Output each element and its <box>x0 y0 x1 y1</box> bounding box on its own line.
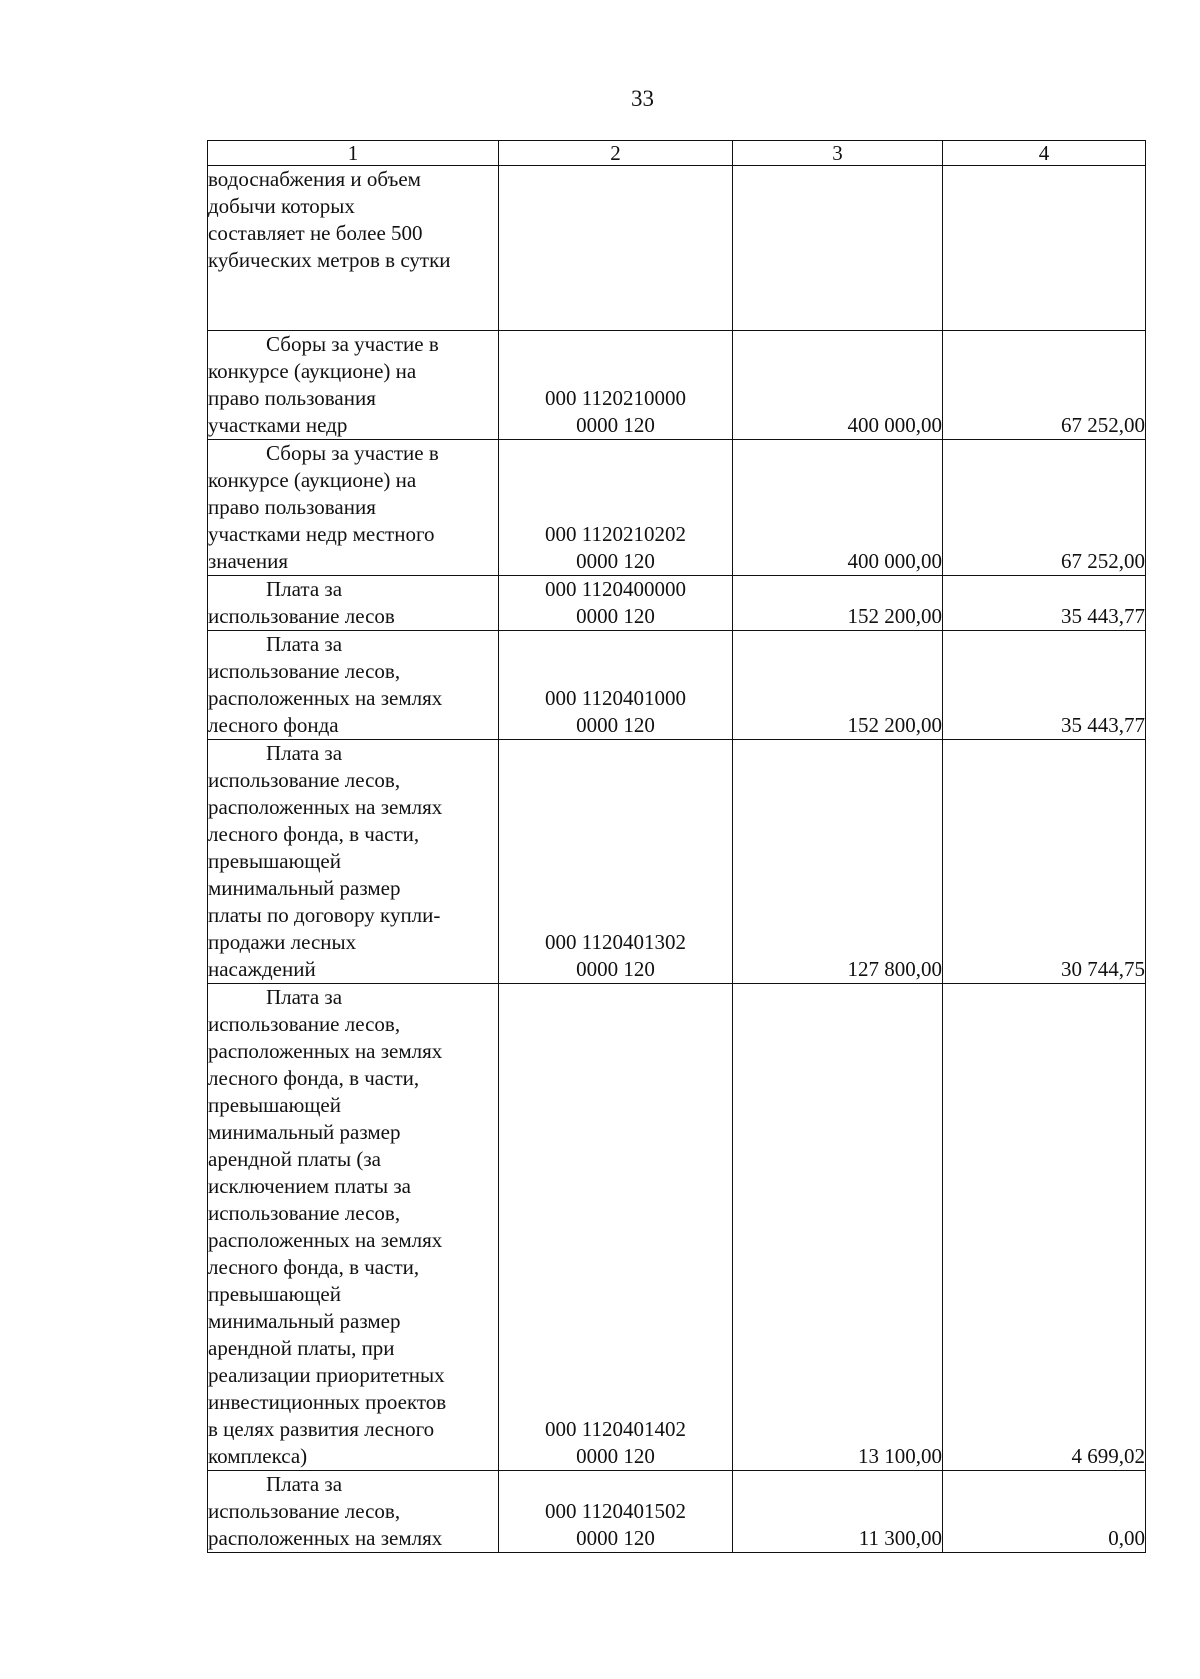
column-header-3: 3 <box>733 141 943 166</box>
planned-amount-cell: 11 300,00 <box>733 1471 943 1553</box>
revenue-name-text: Сборы за участие в конкурсе (аукционе) на право пользования участками недр местного значения <box>208 441 439 573</box>
budget-code-cell: 000 1120400000 0000 120 <box>499 576 733 631</box>
table-row <box>208 984 1146 1471</box>
revenue-name-text: Плата за использование лесов, расположенных на землях лесного фонда, в части, превышающей минимальный размер платы по договору купли- продажи лесных насаждений <box>208 741 443 981</box>
column-number-row <box>208 141 1146 166</box>
revenue-name-text: Плата за использование лесов, расположенных на землях лесного фонда <box>208 632 443 737</box>
actual-amount-cell: 30 744,75 <box>943 740 1146 984</box>
planned-amount-cell: 152 200,00 <box>733 576 943 631</box>
table-row <box>208 576 1146 631</box>
revenue-name-text: Плата за использование лесов, расположенных на землях <box>208 1472 443 1550</box>
revenue-name-cell <box>208 1471 499 1553</box>
planned-amount-cell: 400 000,00 <box>733 331 943 440</box>
table-row <box>208 1471 1146 1553</box>
table-row <box>208 331 1146 440</box>
table-row <box>208 440 1146 576</box>
table-row <box>208 740 1146 984</box>
budget-code-cell <box>499 166 733 331</box>
actual-amount-cell: 0,00 <box>943 1471 1146 1553</box>
actual-amount-cell <box>943 166 1146 331</box>
budget-code-cell: 000 1120401402 0000 120 <box>499 984 733 1471</box>
actual-amount-cell: 4 699,02 <box>943 984 1146 1471</box>
revenue-name-cell <box>208 166 499 331</box>
revenue-name-cell <box>208 740 499 984</box>
table-row <box>208 631 1146 740</box>
actual-amount-cell: 35 443,77 <box>943 576 1146 631</box>
revenue-name-cell <box>208 440 499 576</box>
budget-code-cell: 000 1120210202 0000 120 <box>499 440 733 576</box>
budget-code-cell: 000 1120210000 0000 120 <box>499 331 733 440</box>
table-body <box>208 166 1146 1553</box>
planned-amount-cell: 400 000,00 <box>733 440 943 576</box>
revenue-name-cell <box>208 331 499 440</box>
budget-code-cell: 000 1120401000 0000 120 <box>499 631 733 740</box>
budget-code-cell: 000 1120401502 0000 120 <box>499 1471 733 1553</box>
revenue-name-cell <box>208 984 499 1471</box>
planned-amount-cell: 127 800,00 <box>733 740 943 984</box>
planned-amount-cell <box>733 166 943 331</box>
revenue-name-text: водоснабжения и объем добычи которых составляет не более 500 кубических метров в сутки <box>208 167 451 272</box>
column-header-4: 4 <box>943 141 1146 166</box>
budget-code-cell: 000 1120401302 0000 120 <box>499 740 733 984</box>
actual-amount-cell: 35 443,77 <box>943 631 1146 740</box>
page-number: 33 <box>631 86 654 111</box>
actual-amount-cell: 67 252,00 <box>943 331 1146 440</box>
revenue-name-cell <box>208 631 499 740</box>
planned-amount-cell: 152 200,00 <box>733 631 943 740</box>
revenue-table <box>207 140 1146 1553</box>
revenue-name-text: Плата за использование лесов, расположенных на землях лесного фонда, в части, превышающей минимальный размер арендной платы (за исключением платы за использование лесов, расположенных на землях лесного фонда, в части, превышающей минимальный размер арендной платы, при реализации приоритетных инвестиционных проектов в целях развития лесного комплекса) <box>208 985 447 1468</box>
table-row <box>208 166 1146 331</box>
column-header-1: 1 <box>208 141 499 166</box>
revenue-name-cell <box>208 576 499 631</box>
actual-amount-cell: 67 252,00 <box>943 440 1146 576</box>
revenue-name-text: Сборы за участие в конкурсе (аукционе) на право пользования участками недр <box>208 332 439 437</box>
revenue-name-text: Плата за использование лесов <box>208 577 395 628</box>
column-header-2: 2 <box>499 141 733 166</box>
planned-amount-cell: 13 100,00 <box>733 984 943 1471</box>
